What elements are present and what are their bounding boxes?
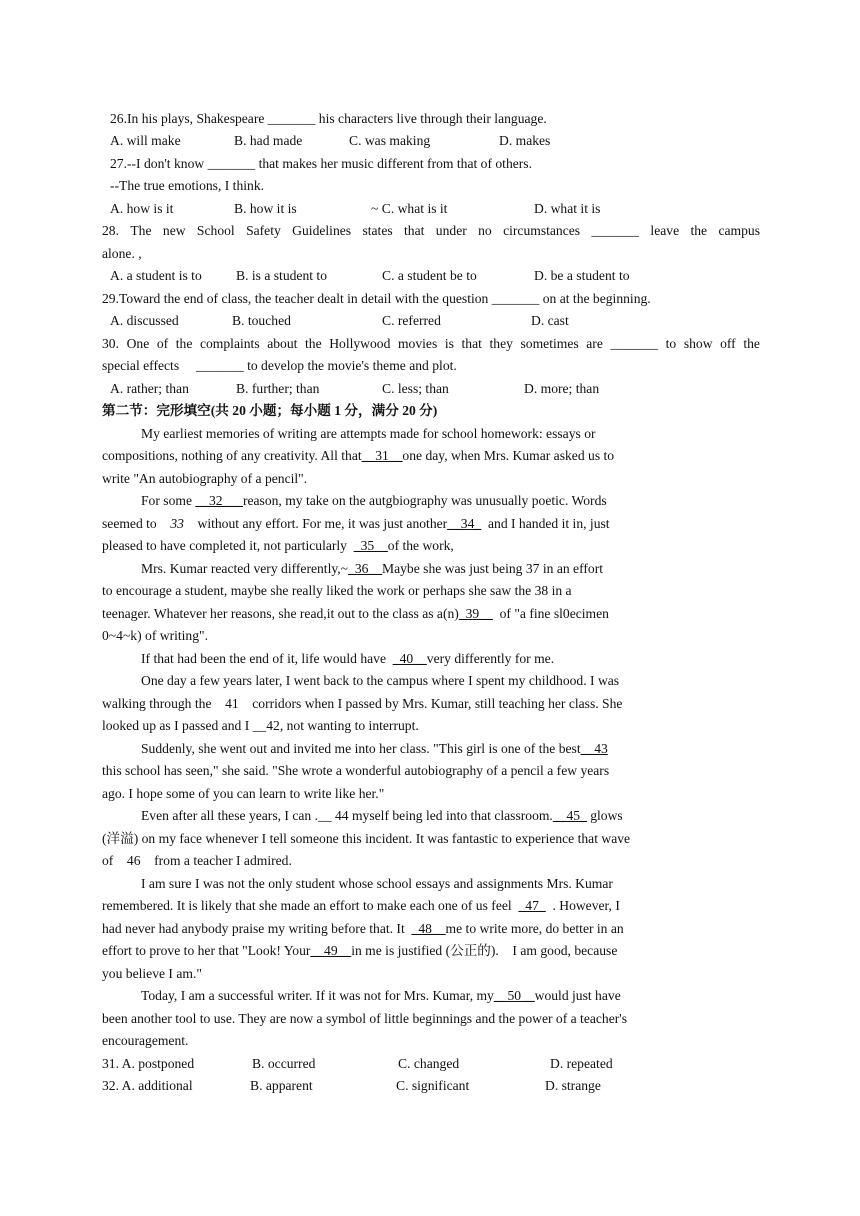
q30-word: complaints	[199, 336, 260, 351]
passage-line: of 46 from a teacher I admired.	[102, 853, 292, 868]
q30-word: of	[156, 336, 169, 351]
q31-option-d: D. repeated	[550, 1056, 613, 1071]
passage-line: had never had anybody praise my writing before that. It _48__me to write more, do better in an	[102, 921, 624, 936]
q30-word: that	[461, 336, 482, 351]
q28-word: that	[404, 223, 425, 238]
blank-31: __31__	[361, 448, 403, 463]
q29-option-d: D. cast	[531, 313, 569, 328]
q28-word: under	[435, 223, 467, 238]
q28-word: School	[196, 223, 235, 238]
passage-line: this school has seen," she said. "She wrote a wonderful autobiography of a pencil a few years	[102, 763, 610, 778]
q30-word: the	[743, 336, 760, 351]
q30-word: movies	[397, 336, 438, 351]
blank-39: _39__	[458, 606, 493, 621]
q29-stem: 29.Toward the end of class, the teacher dealt in detail with the question _______ on at the beginning.	[102, 291, 651, 306]
q27-option-b: B. how it is	[234, 201, 297, 216]
blank-45: __45_	[552, 808, 587, 823]
q27-option-d: D. what it is	[534, 201, 601, 216]
q31-option-b: B. occurred	[252, 1056, 316, 1071]
blank-49: __49__	[310, 943, 352, 958]
passage-line: I am sure I was not the only student whose school essays and assignments Mrs. Kumar	[141, 876, 613, 891]
q26-option-d: D. makes	[499, 133, 551, 148]
q26-option-a: A. will make	[110, 133, 181, 148]
blank-48: _48__	[411, 921, 446, 936]
blank-34: __34_	[447, 516, 482, 531]
passage-line: For some __32___reason, my take on the autgbiography was unusually poetic. Words	[141, 493, 607, 508]
passage-line: pleased to have completed it, not particularly _35__of the work,	[102, 538, 454, 553]
q30-word: show	[683, 336, 713, 351]
q27-stem: 27.--I don't know _______ that makes her music different from that of others.	[110, 156, 532, 171]
blank-35: _35__	[353, 538, 388, 553]
q28-stem-line1	[102, 220, 760, 243]
q27-option-a: A. how is it	[110, 201, 174, 216]
q32-option-b: B. apparent	[250, 1078, 313, 1093]
q30-option-a: A. rather; than	[110, 381, 189, 396]
blank-43: __43	[580, 741, 608, 756]
passage-line: you believe I am."	[102, 966, 202, 981]
passage-line: remembered. It is likely that she made an effort to make each one of us feel _47_ . However, I	[102, 898, 620, 913]
q30-word: the	[175, 336, 193, 351]
q30-word: 30.	[102, 336, 119, 351]
q30-stem-line1	[102, 333, 760, 356]
q28-word: no	[478, 223, 492, 238]
passage-line: My earliest memories of writing are attempts made for school homework: essays or	[141, 426, 596, 441]
q28-word: circumstances	[503, 223, 581, 238]
blank-33: 33	[170, 516, 184, 531]
q28-word: 28.	[102, 223, 119, 238]
blank-32: __32___	[195, 493, 243, 508]
passage-line: write "An autobiography of a pencil".	[102, 471, 308, 486]
passage-line: looked up as I passed and I __42, not wanting to interrupt.	[102, 718, 419, 733]
passage-line: compositions, nothing of any creativity. All that__31__one day, when Mrs. Kumar asked us to	[102, 448, 615, 463]
q28-word: campus	[718, 223, 760, 238]
q30-word: are	[586, 336, 603, 351]
q28-option-b: B. is a student to	[236, 268, 328, 283]
blank-36: _36__	[348, 561, 383, 576]
passage-line: seemed to 33 without any effort. For me, it was just another__34_ and I handed it in, just	[102, 516, 610, 531]
section-heading: 第二节：完形填空(共 20 小题；每小题 1 分，满分 20 分)	[102, 403, 438, 418]
passage-line: Today, I am a successful writer. If it was not for Mrs. Kumar, my__50__would just have	[141, 988, 621, 1003]
q30-word: to	[665, 336, 677, 351]
blank-40: _40__	[392, 651, 427, 666]
blank-47: _47_	[518, 898, 546, 913]
q27-reply: --The true emotions, I think.	[110, 178, 265, 193]
passage-line: Mrs. Kumar reacted very differently,~_36__Maybe she was just being 37 in an effort	[141, 561, 603, 576]
q30-option-b: B. further; than	[236, 381, 320, 396]
q28-word: The	[130, 223, 152, 238]
q30-option-c: C. less; than	[382, 381, 449, 396]
q32-option-d: D. strange	[545, 1078, 601, 1093]
q27-option-c: ~ C. what is it	[371, 201, 448, 216]
passage-line: teenager. Whatever her reasons, she read,it out to the class as a(n)_39__ of "a fine sl0ecimen	[102, 606, 609, 621]
q30-word: they	[489, 336, 513, 351]
passage-line: to encourage a student, maybe she really liked the work or perhaps she saw the 38 in a	[102, 583, 572, 598]
passage-line: One day a few years later, I went back to the campus where I spent my childhood. I was	[141, 673, 620, 688]
q30-word: sometimes	[520, 336, 579, 351]
q32-option-c: C. significant	[396, 1078, 470, 1093]
q28-word: Guidelines	[292, 223, 352, 238]
q28-option-c: C. a student be to	[382, 268, 477, 283]
q29-option-c: C. referred	[382, 313, 441, 328]
q30-word: One	[126, 336, 150, 351]
q28-option-a: A. a student is to	[110, 268, 202, 283]
q29-option-b: B. touched	[232, 313, 291, 328]
q28-word: the	[690, 223, 708, 238]
passage-line: 0~4~k) of writing".	[102, 628, 208, 643]
q28-word: _______	[591, 223, 640, 238]
passage-line: encouragement.	[102, 1033, 189, 1048]
q30-word: the	[305, 336, 322, 351]
q28-word: new	[162, 223, 186, 238]
passage-line: been another tool to use. They are now a symbol of little beginnings and the power of a teacher's	[102, 1011, 628, 1026]
q26-stem: 26.In his plays, Shakespeare _______ his characters live through their language.	[110, 111, 547, 126]
q26-option-b: B. had made	[234, 133, 303, 148]
q28-stem-line2: alone. ,	[102, 246, 142, 261]
q28-word: states	[362, 223, 393, 238]
q26-option-c: C. was making	[349, 133, 431, 148]
q30-word: _______	[610, 336, 659, 351]
blank-50: __50__	[493, 988, 535, 1003]
q28-option-d: D. be a student to	[534, 268, 630, 283]
passage-line: ago. I hope some of you can learn to write like her."	[102, 786, 385, 801]
q29-option-a: A. discussed	[110, 313, 179, 328]
passage-line: If that had been the end of it, life would have _40__very differently for me.	[141, 651, 555, 666]
q28-word: Safety	[246, 223, 281, 238]
passage-line: walking through the 41 corridors when I passed by Mrs. Kumar, still teaching her class. She	[102, 696, 623, 711]
q28-word: leave	[650, 223, 680, 238]
q30-stem-line2: special effects _______ to develop the movie's theme and plot.	[102, 358, 457, 373]
q30-word: Hollywood	[329, 336, 391, 351]
passage-line: Suddenly, she went out and invited me into her class. "This girl is one of the best__43	[141, 741, 608, 756]
q31-option-c: C. changed	[398, 1056, 460, 1071]
q30-word: about	[267, 336, 298, 351]
q32-option-a: 32. A. additional	[102, 1078, 193, 1093]
passage-line: Even after all these years, I can .__ 44 myself being led into that classroom.__45_ glows	[141, 808, 623, 823]
q30-word: is	[444, 336, 454, 351]
passage-line: effort to prove to her that "Look! Your__49__in me is justified (公正的). I am good, because	[102, 943, 618, 958]
q30-word: off	[720, 336, 736, 351]
q30-option-d: D. more; than	[524, 381, 600, 396]
passage-line: (洋溢) on my face whenever I tell someone this incident. It was fantastic to experience that wave	[102, 831, 631, 846]
q31-option-a: 31. A. postponed	[102, 1056, 195, 1071]
